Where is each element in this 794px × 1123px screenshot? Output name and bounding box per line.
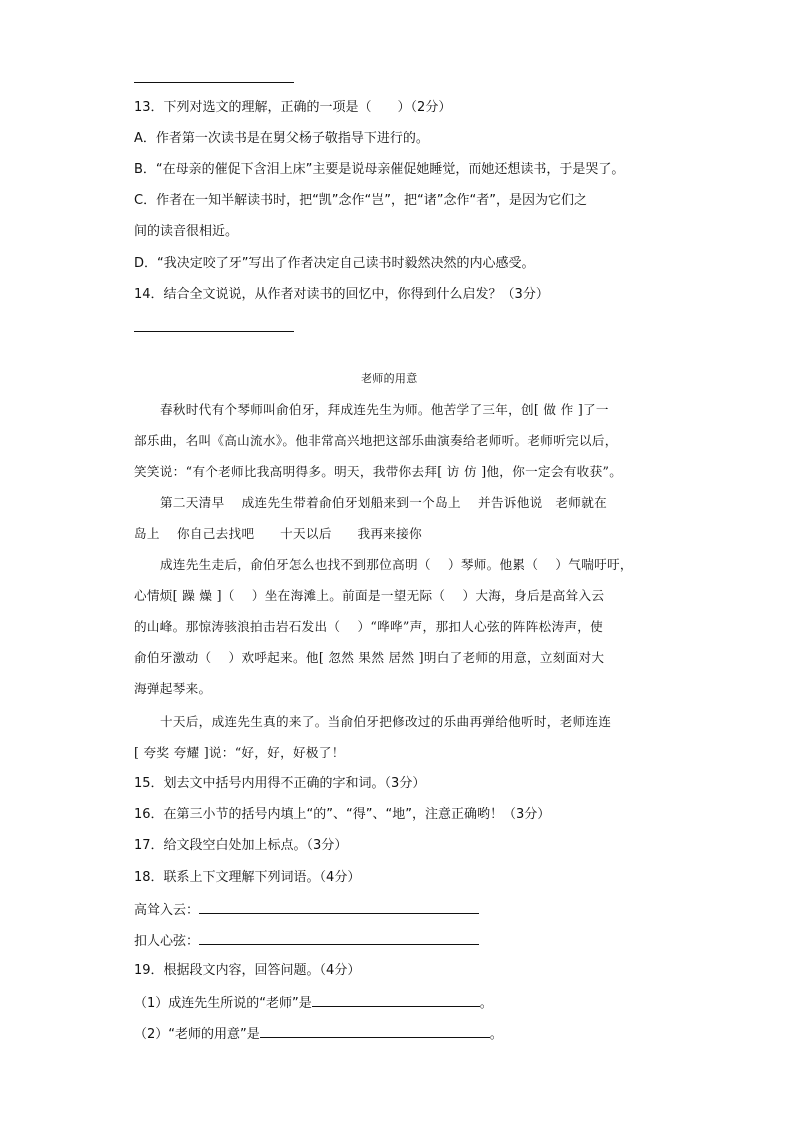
passage-line: 春秋时代有个琴师叫俞伯牙，拜成连先生为师。他苦学了三年，创[ 做 作 ]了一 xyxy=(160,402,609,417)
q19-part-1-label: （1）成连先生所说的“老师”是 xyxy=(134,996,312,1011)
passage-line: 海弹起琴来。 xyxy=(134,681,212,696)
q19-part-2-answer-line[interactable] xyxy=(260,1024,490,1038)
q13-option-c-cont: 间的读音很相近。 xyxy=(134,224,239,239)
q19-part-1-answer-line[interactable] xyxy=(312,993,480,1007)
q18-term-2 xyxy=(134,931,479,951)
passage-line: 第二天清早 成连先生带着俞伯牙划船来到一个岛上 并告诉他说 老师就在 xyxy=(160,495,607,510)
q17-stem: 17．给文段空白处加上标点。（3分） xyxy=(134,838,348,853)
q18-stem: 18．联系上下文理解下列词语。（4分） xyxy=(134,870,361,885)
q19-part-2 xyxy=(134,1024,503,1044)
q19-part-1-end: 。 xyxy=(479,996,493,1011)
q19-part-2-end: 。 xyxy=(489,1027,503,1042)
q19-part-1 xyxy=(134,993,493,1013)
q15-stem: 15．划去文中括号内用得不正确的字和词。（3分） xyxy=(134,776,426,791)
answer-line-q12[interactable] xyxy=(134,82,294,83)
q18-term-1-label: 高耸入云： xyxy=(134,903,200,918)
q18-term-1-answer-line[interactable] xyxy=(199,900,479,914)
q18-term-2-answer-line[interactable] xyxy=(199,931,479,945)
passage-line: 十天后，成连先生真的来了。当俞伯牙把修改过的乐曲再弹给他听时，老师连连 xyxy=(160,714,612,729)
q14-stem: 14．结合全文说说，从作者对读书的回忆中，你得到什么启发？（3分） xyxy=(134,287,549,302)
passage-line: 的山峰。那惊涛骇浪拍击岩石发出（ ）“哗哗”声，那扣人心弦的阵阵松涛声，使 xyxy=(134,619,604,634)
q13-stem: 13．下列对选文的理解，正确的一项是（ ）（2分） xyxy=(134,100,452,115)
q13-option-b: B．“在母亲的催促下含泪上床”主要是说母亲催促她睡觉，而她还想读书，于是哭了。 xyxy=(134,162,625,177)
passage-line: 岛上 你自己去找吧 十天以后 我再来接你 xyxy=(134,526,422,541)
q16-stem: 16．在第三小节的括号内填上“的”、“得”、“地”，注意正确哟！（3分） xyxy=(134,807,551,822)
q18-term-1 xyxy=(134,900,479,920)
q13-option-d: D．“我决定咬了牙”写出了作者决定自己读书时毅然决然的内心感受。 xyxy=(134,256,535,271)
passage-line: 成连先生走后，俞伯牙怎么也找不到那位高明（ ）琴师。他累（ ）气喘吁吁， xyxy=(160,557,633,572)
passage-line: 笑笑说：“有个老师比我高明得多。明天，我带你去拜[ 访 仿 ]他，你一定会有收获”。 xyxy=(134,464,623,479)
passage-line: 心情烦[ 躁 燥 ]（ ）坐在海滩上。前面是一望无际（ ）大海，身后是高耸入云 xyxy=(134,588,605,603)
passage-line: 部乐曲，名叫《高山流水》。他非常高兴地把这部乐曲演奏给老师听。老师听完以后， xyxy=(134,433,618,448)
q13-option-c: C．作者在一知半解读书时，把“凯”念作“岂”，把“诸”念作“者”，是因为它们之 xyxy=(134,193,587,208)
q19-stem: 19．根据段文内容，回答问题。（4分） xyxy=(134,963,361,978)
q13-option-a: A．作者第一次读书是在舅父杨子敬指导下进行的。 xyxy=(134,131,429,146)
passage-title: 老师的用意 xyxy=(361,372,418,385)
passage-line: [ 夸奖 夸耀 ]说：“好，好，好极了！ xyxy=(134,745,345,760)
answer-line-q14[interactable] xyxy=(134,331,294,332)
q18-term-2-label: 扣人心弦： xyxy=(134,934,200,949)
passage-line: 俞伯牙激动（ ）欢呼起来。他[ 忽然 果然 居然 ]明白了老师的用意，立刻面对大 xyxy=(134,650,605,665)
q19-part-2-label: （2）“老师的用意”是 xyxy=(134,1027,260,1042)
